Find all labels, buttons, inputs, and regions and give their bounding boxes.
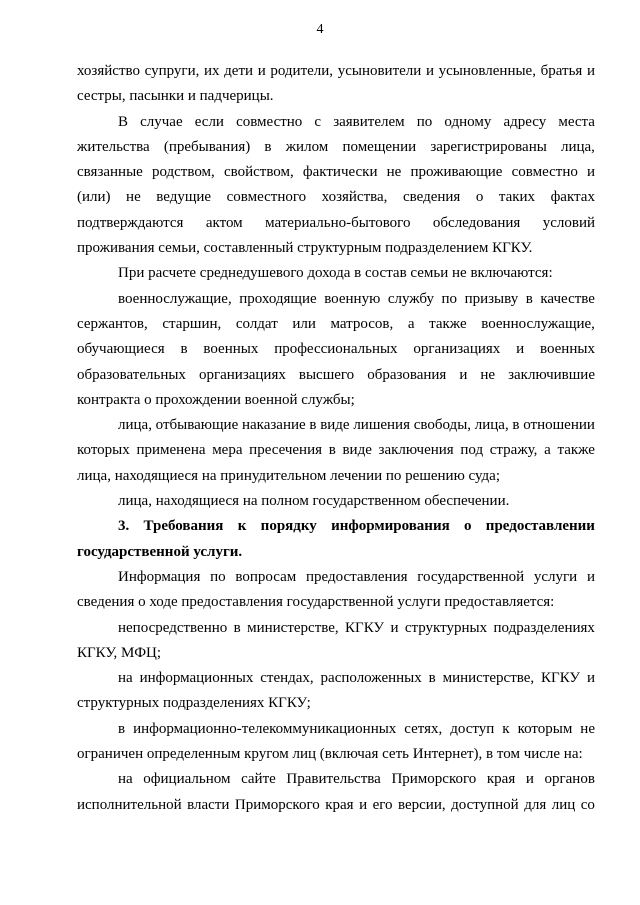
paragraph xyxy=(77,413,595,489)
text-line: исполнительной власти Приморского края и его версии, доступной для лиц со xyxy=(77,796,595,813)
text-line: лица, отбывающие наказание в виде лишения свободы, лица, в отношении xyxy=(118,417,595,434)
text-line: подтверждаются актом материально-бытового обследования условий xyxy=(77,214,595,231)
text-line: При расчете среднедушевого дохода в состав семьи не включаются: xyxy=(118,265,553,282)
paragraph xyxy=(77,59,595,110)
text-line: лица, находящиеся на принудительном лечении по решению суда; xyxy=(77,467,501,484)
text-line: сержантов, старшин, солдат или матросов, а также военнослужащие, xyxy=(77,315,595,332)
text-line: связанные родством, свойством, фактически не проживающие совместно и xyxy=(77,164,595,181)
text-line: проживания семьи, составленный структурным подразделением КГКУ. xyxy=(77,240,533,257)
text-line: лица, находящиеся на полном государственном обеспечении. xyxy=(118,493,510,510)
document-body xyxy=(77,59,595,818)
paragraph xyxy=(77,717,595,768)
paragraph xyxy=(77,767,595,818)
text-line: на официальном сайте Правительства Приморского края и органов xyxy=(118,771,595,788)
paragraph xyxy=(77,287,595,413)
text-line: 3. Требования к порядку информирования о предоставлении xyxy=(118,518,595,535)
text-line: государственной услуги. xyxy=(77,543,243,560)
paragraph xyxy=(77,110,595,262)
text-line: В случае если совместно с заявителем по одному адресу места xyxy=(118,113,595,130)
text-line: Информация по вопросам предоставления государственной услуги и xyxy=(118,568,595,585)
text-line: военнослужащие, проходящие военную службу по призыву в качестве xyxy=(118,290,595,307)
section-heading xyxy=(77,514,595,565)
paragraph xyxy=(77,616,595,667)
page-number: 4 xyxy=(316,22,324,37)
text-line: (или) не ведущие совместного хозяйства, сведения о таких фактах xyxy=(77,189,595,206)
text-line: КГКУ, МФЦ; xyxy=(77,644,162,661)
text-line: контракта о прохождении военной службы; xyxy=(77,391,355,408)
text-line: обучающиеся в военных профессиональных организациях и военных xyxy=(77,341,595,358)
paragraph xyxy=(77,666,595,717)
paragraph xyxy=(77,261,595,286)
text-line: структурных подразделениях КГКУ; xyxy=(77,695,311,712)
text-line: которых применена мера пресечения в виде заключения под стражу, а также xyxy=(77,442,595,459)
text-line: сестры, пасынки и падчерицы. xyxy=(77,88,274,105)
text-line: на информационных стендах, расположенных в министерстве, КГКУ и xyxy=(118,670,595,687)
paragraph xyxy=(77,565,595,616)
paragraph xyxy=(77,489,595,514)
text-line: в информационно-телекоммуникационных сетях, доступ к которым не xyxy=(118,720,595,737)
text-line: сведения о ходе предоставления государственной услуги предоставляется: xyxy=(77,594,555,611)
text-line: ограничен определенным кругом лиц (включая сеть Интернет), в том числе на: xyxy=(77,746,583,763)
text-line: образовательных организациях высшего образования и не заключившие xyxy=(77,366,595,383)
text-line: непосредственно в министерстве, КГКУ и структурных подразделениях xyxy=(118,619,595,636)
text-line: хозяйство супруги, их дети и родители, усыновители и усыновленные, братья и xyxy=(77,63,595,79)
text-line: жительства (пребывания) в жилом помещении зарегистрированы лица, xyxy=(77,138,595,155)
